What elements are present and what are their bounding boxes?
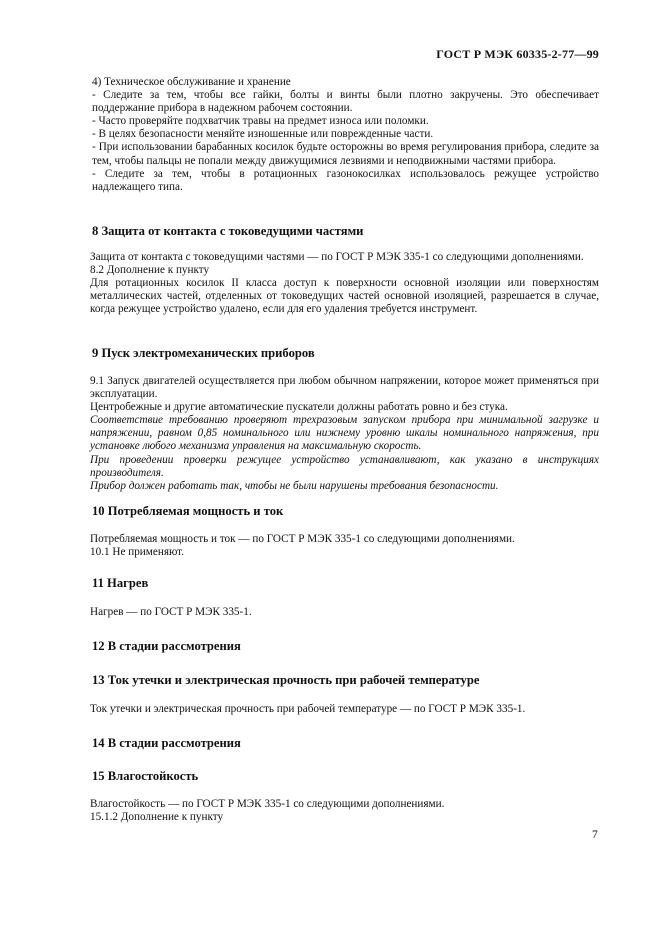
list-item: - Часто проверяйте подхватчик травы на предмет износа или поломки. [92, 115, 429, 128]
list-item: - В целях безопасности меняйте изношенные или поврежденные части. [92, 128, 434, 141]
paragraph: Защита от контакта с токоведущими частями — по ГОСТ Р МЭК 335-1 со следующими дополнениями. [90, 251, 584, 263]
paragraph: Влагостойкость — по ГОСТ Р МЭК 335-1 со следующими дополнениями. [90, 798, 445, 810]
section-15-body [90, 798, 599, 824]
section-9-body [90, 375, 599, 493]
paragraph: 9.1 Запуск двигателей осуществляется при любом обычном напряжении, которое может применяться при эксплуатации. [90, 375, 599, 401]
section-14-heading: 14 В стадии рассмотрения [92, 736, 241, 750]
section-10-body [90, 533, 599, 559]
paragraph: 15.1.2 Дополнение к пункту [90, 811, 224, 824]
page-header: ГОСТ Р МЭК 60335-2-77—99 [436, 47, 599, 61]
section-8-body [90, 251, 599, 316]
section-15-heading: 15 Влагостойкость [92, 769, 199, 783]
section-12-heading: 12 В стадии рассмотрения [92, 639, 241, 653]
maintenance-section [90, 76, 599, 194]
section-10-heading: 10 Потребляемая мощность и ток [92, 504, 284, 518]
section-11-body [90, 606, 599, 619]
paragraph: 8.2 Дополнение к пункту [90, 264, 210, 277]
section-9-heading: 9 Пуск электромеханических приборов [92, 346, 315, 360]
list-item: - Следите за тем, чтобы все гайки, болты и винты были плотно закручены. Это обеспечивает поддержание прибора в надежном рабочем состоянии. [92, 89, 599, 115]
section-13-body [90, 703, 599, 716]
section-8-heading: 8 Защита от контакта с токоведущими частями [92, 224, 364, 238]
italic-paragraph: Прибор должен работать так, чтобы не были нарушены требования безопасности. [90, 479, 499, 492]
section-11-heading: 11 Нагрев [92, 576, 149, 590]
paragraph: Потребляемая мощность и ток — по ГОСТ Р МЭК 335-1 со следующими дополнениями. [90, 533, 515, 545]
italic-paragraph: При проведении проверки режущее устройство устанавливают, как указано в инструкциях производителя. [90, 453, 599, 479]
paragraph: Ток утечки и электрическая прочность при рабочей температуре — по ГОСТ Р МЭК 335-1. [90, 703, 526, 715]
section-13-heading: 13 Ток утечки и электрическая прочность при рабочей температуре [92, 673, 480, 687]
paragraph: 10.1 Не применяют. [90, 546, 185, 559]
list-item: - При использовании барабанных косилок будьте осторожны во время регулирования прибора, следите за тем, чтобы пальцы не попали между движущимися лезвиями и неподвижными частями прибора. [92, 141, 599, 167]
paragraph: Центробежные и другие автоматические пускатели должны работать ровно и без стука. [90, 401, 508, 414]
italic-paragraph: Соответствие требованию проверяют трехразовым запуском прибора при минимальной загрузке и напряжении, равном 0,85 номинального или нижнему уровню шкалы номинального напряжения, при установке любого механизма управления на максимальную скорость. [90, 414, 599, 453]
maintenance-title: 4) Техническое обслуживание и хранение [92, 76, 291, 88]
list-item: - Следите за тем, чтобы в ротационных газонокосилках использовалось режущее устройство надлежащего типа. [92, 167, 599, 193]
paragraph: Нагрев — по ГОСТ Р МЭК 335-1. [90, 606, 252, 618]
page-number: 7 [592, 829, 598, 841]
paragraph: Для ротационных косилок II класса доступ к поверхности основной изоляции или поверхностям металлических частей, отделенных от токоведущих частей основной изоляцией, разрешается в случае, когда режущее устройство удалено, если для его удаления требуется инструмент. [90, 277, 599, 316]
